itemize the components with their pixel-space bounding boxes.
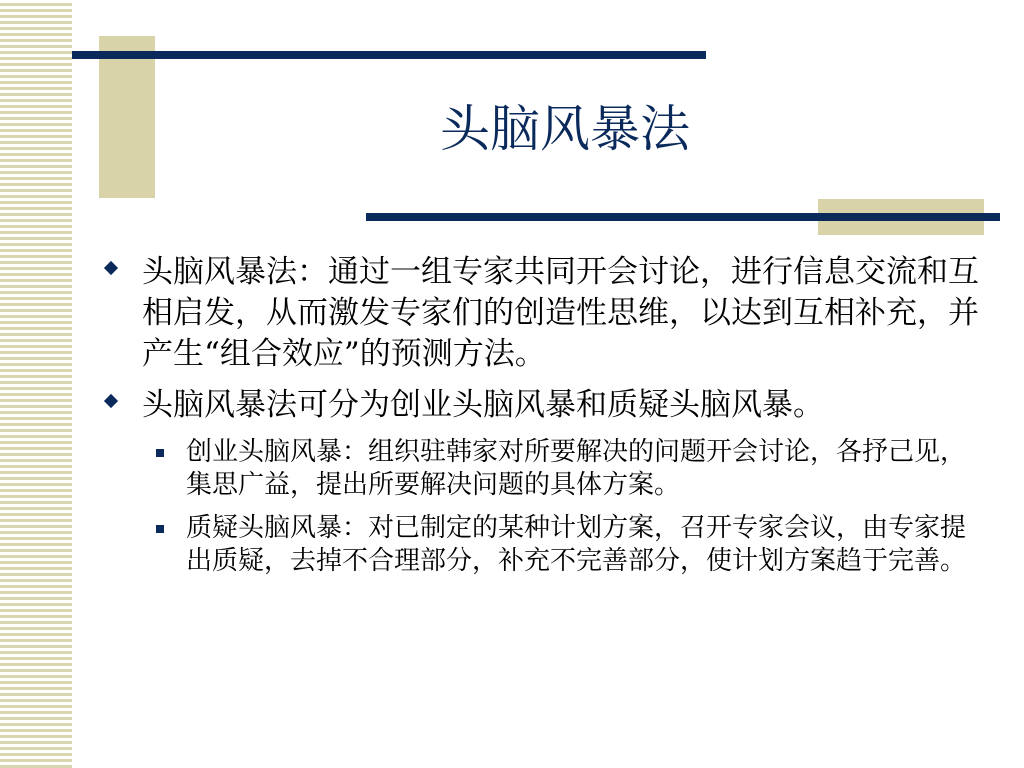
sub-bullet-text: 质疑头脑风暴：对已制定的某种计划方案，召开专家会议，由专家提出质疑，去掉不合理部分，补充不完善部分，使计划方案趋于完善。: [186, 513, 967, 576]
bullet-text: 头脑风暴法可分为创业头脑风暴和质疑头脑风暴。: [142, 387, 824, 423]
decorative-tan-bar: [99, 36, 155, 198]
sub-bullet-item: [100, 436, 990, 502]
slide-body: [100, 252, 990, 588]
bullet-item: [100, 252, 990, 375]
diamond-bullet-icon: [104, 261, 118, 275]
sub-bullet-text: 创业头脑风暴：组织驻韩家对所要解决的问题开会讨论，各抒己见，集思广益，提出所要解决问题的具体方案。: [186, 437, 967, 500]
bullet-item: [100, 385, 990, 426]
bullet-text: 头脑风暴法：通过一组专家共同开会讨论，进行信息交流和互相启发，从而激发专家们的创造性思维，以达到互相补充，并产生“组合效应”的预测方法。: [142, 254, 979, 372]
decorative-stripes: [0, 0, 72, 768]
diamond-bullet-icon: [104, 394, 118, 408]
top-rule: [72, 51, 706, 59]
square-bullet-icon: [156, 449, 164, 457]
bottom-rule: [366, 213, 1000, 221]
sub-bullet-item: [100, 512, 990, 578]
slide-title: 头脑风暴法: [440, 100, 690, 158]
square-bullet-icon: [156, 525, 164, 533]
